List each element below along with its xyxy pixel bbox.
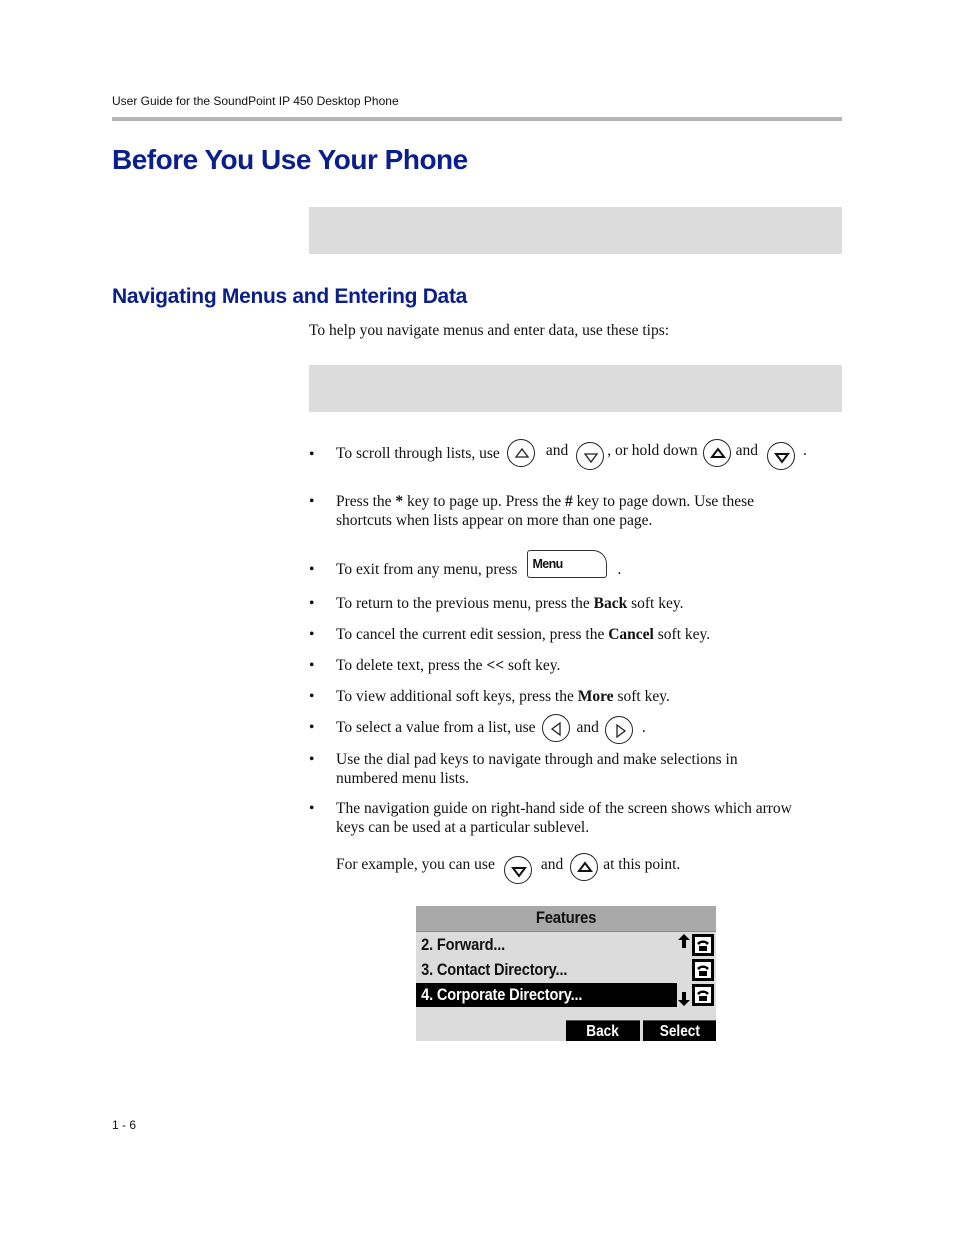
phone-line-icon xyxy=(692,934,714,956)
tip-text: soft key. xyxy=(653,626,711,643)
menu-key-label: Menu xyxy=(532,557,563,571)
bullet: • xyxy=(309,626,315,643)
tip-text: , or hold down xyxy=(607,441,698,459)
tip-text: soft key. xyxy=(504,657,561,674)
key-name: # xyxy=(565,493,573,510)
screen-menu-item-label: 4. Corporate Directory... xyxy=(421,985,583,1004)
tip-text: To select a value from a list, use xyxy=(336,718,536,736)
bullet: • xyxy=(309,657,315,674)
screen-menu-item-label: 3. Contact Directory... xyxy=(421,960,568,979)
bullet: • xyxy=(309,595,315,612)
screen-title: Features xyxy=(535,908,597,927)
tip-text: numbered menu lists. xyxy=(336,770,470,787)
tip-text: To return to the previous menu, press the xyxy=(336,595,594,612)
bullet: • xyxy=(309,751,315,768)
tip-text: To cancel the current edit session, press the xyxy=(336,626,609,643)
tip-text: . xyxy=(803,441,807,459)
tip-text: For example, you can use xyxy=(336,855,495,873)
left-arrow-key-icon xyxy=(542,714,570,742)
page-title: Before You Use Your Phone xyxy=(112,144,468,175)
select-softkey xyxy=(643,1020,716,1041)
header-rule xyxy=(112,117,842,121)
tip-text: The navigation guide on right-hand side of the screen shows which arrow xyxy=(336,800,792,817)
scroll-up-indicator-icon xyxy=(678,934,690,948)
grey-note-box xyxy=(309,207,842,254)
bullet: • xyxy=(309,561,315,578)
right-arrow-key-icon xyxy=(605,716,633,744)
key-name: Back xyxy=(593,595,628,612)
up-arrow-key-icon xyxy=(507,439,535,467)
scroll-down-indicator-icon xyxy=(678,992,690,1006)
key-name: More xyxy=(577,688,614,705)
softkey-label: Select xyxy=(659,1023,700,1040)
key-name: Cancel xyxy=(608,626,654,643)
tip-text: . xyxy=(641,718,646,736)
menu-key-icon xyxy=(527,550,607,578)
screen-title-bar xyxy=(416,906,716,932)
tip-text: and xyxy=(545,441,569,459)
up-arrow-key-icon xyxy=(570,853,598,881)
tip-text: To view additional soft keys, press the xyxy=(336,688,578,705)
softkey-label: Back xyxy=(586,1023,620,1040)
phone-line-icon xyxy=(692,984,714,1006)
down-arrow-key-icon xyxy=(576,442,604,470)
tip-text: key to page down. Use these xyxy=(572,493,754,510)
bullet: • xyxy=(309,800,315,817)
tip-text: keys can be used at a particular sublevel. xyxy=(336,819,590,836)
running-header: User Guide for the SoundPoint IP 450 Desktop Phone xyxy=(112,94,399,108)
page-number: 1 - 6 xyxy=(112,1118,137,1132)
down-arrow-key-icon xyxy=(504,856,532,884)
tip-text: soft key. xyxy=(613,688,670,705)
tip-text: shortcuts when lists appear on more than one page. xyxy=(336,512,653,529)
tip-text: To exit from any menu, press xyxy=(336,560,518,578)
bullet: • xyxy=(309,493,315,510)
down-arrow-key-icon xyxy=(767,442,795,470)
tip-text: key to page up. Press the xyxy=(403,493,566,510)
bullet: • xyxy=(309,688,315,705)
phone-screen-illustration xyxy=(416,906,716,1041)
tip-text: Use the dial pad keys to navigate through and make selections in xyxy=(336,751,738,768)
key-name: << xyxy=(486,657,505,674)
key-name: * xyxy=(395,493,404,510)
bullet: • xyxy=(309,446,315,463)
tip-text: and xyxy=(735,441,759,459)
tip-text: To delete text, press the xyxy=(336,657,487,674)
intro-text: To help you navigate menus and enter data, use these tips: xyxy=(309,322,670,339)
screen-menu-item-selected xyxy=(416,983,677,1007)
tip-text: and xyxy=(576,718,599,736)
tip-text: . xyxy=(617,560,622,578)
up-arrow-key-icon xyxy=(703,439,731,467)
tip-text: To scroll through lists, use xyxy=(336,444,500,462)
tip-text: soft key. xyxy=(627,595,684,612)
screen-menu-item-label: 2. Forward... xyxy=(421,935,506,954)
tip-text: at this point. xyxy=(603,855,681,873)
phone-line-icon xyxy=(692,959,714,981)
screen-menu-item xyxy=(416,933,686,957)
back-softkey xyxy=(566,1020,640,1041)
grey-note-box xyxy=(309,365,842,412)
tip-text: and xyxy=(540,855,564,873)
screen-menu-item xyxy=(416,958,686,982)
bullet: • xyxy=(309,719,315,736)
tip-text: Press the xyxy=(336,493,396,510)
section-heading: Navigating Menus and Entering Data xyxy=(112,285,468,308)
